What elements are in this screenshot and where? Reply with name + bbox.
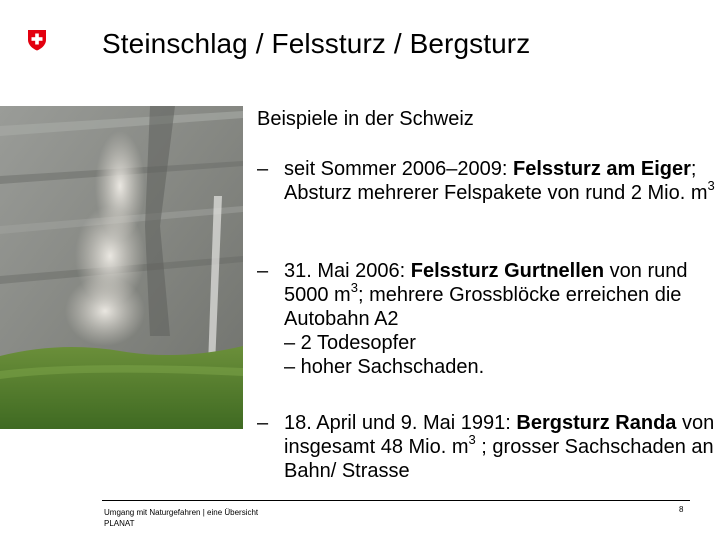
footer-line-2: PLANAT: [104, 519, 135, 528]
section-subtitle: Beispiele in der Schweiz: [257, 108, 474, 130]
swiss-coat-of-arms-icon: [27, 29, 47, 51]
page-number: 8: [679, 505, 684, 514]
rockfall-photo: [0, 106, 243, 429]
footer-divider: [102, 500, 690, 501]
bullet-gurtnellen: – 31. Mai 2006: Felssturz Gurtnellen von rund 5000 $m^3$; mehrere Grossblöcke erreichen die Autobahn A2 – 2 Todesopfer – hoher Sachschaden.: [257, 260, 688, 378]
footer-text: [104, 507, 258, 529]
footer-line-1: Umgang mit Naturgefahren | eine Übersicht: [104, 508, 259, 517]
slide-title: Steinschlag / Felssturz / Bergsturz: [102, 28, 531, 59]
bullet-dash: –: [257, 158, 269, 180]
bullet-dash: –: [257, 412, 269, 434]
bullet-eiger: – seit Sommer 2006–2009: Felssturz am Eiger; Absturz mehrerer Felspakete von rund 2 Mio. $m^3$: [257, 158, 715, 204]
bullet-randa: – 18. April und 9. Mai 1991: Bergsturz Randa von insgesamt 48 Mio. $m^3$ ; grosser Sachschaden an Bahn/ Strasse: [257, 412, 715, 482]
bullet-dash: –: [257, 260, 269, 282]
